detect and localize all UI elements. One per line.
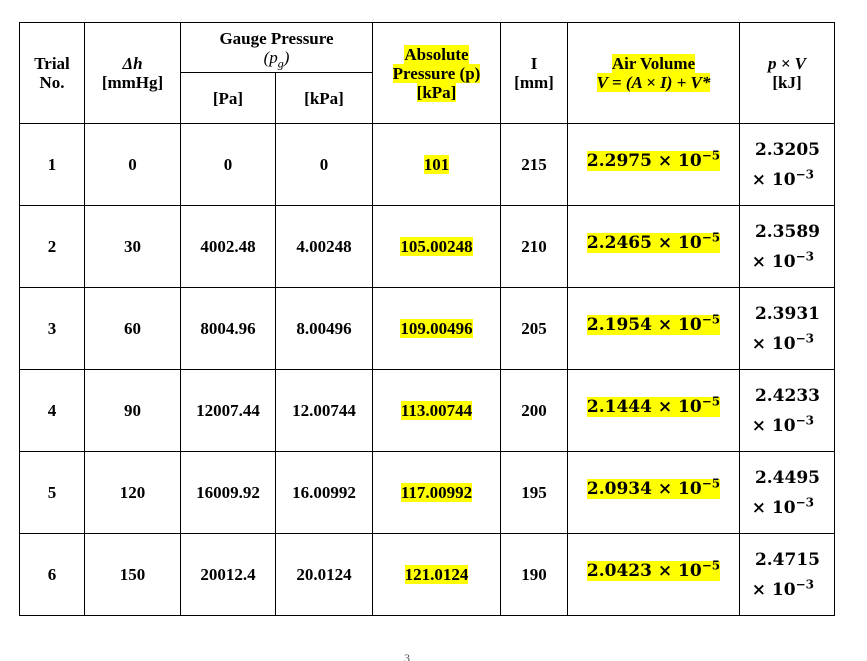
cell-gauge-pa: 12007.44: [181, 370, 276, 452]
cell-dh: 60: [85, 288, 181, 370]
table-row: [20, 370, 835, 452]
cell-trial: 3: [20, 288, 85, 370]
cell-air-volume: $2.0934 \times 10^{-5}$: [568, 452, 740, 534]
cell-dh: 0: [85, 124, 181, 206]
header-dh-unit: [mmHg]: [101, 73, 164, 92]
cell-gauge-pa: 0: [181, 124, 276, 206]
cell-absolute-pressure: 105.00248: [373, 206, 501, 288]
cell-absolute-pressure: 109.00496: [373, 288, 501, 370]
header-i-unit: [mm]: [514, 73, 554, 92]
header-pv-label: p × V: [767, 54, 807, 73]
header-abs-line1: Absolute: [404, 44, 469, 64]
cell-trial: 1: [20, 124, 85, 206]
header-gauge-kpa: [kPa]: [276, 73, 373, 124]
cell-gauge-kpa: 8.00496: [276, 288, 373, 370]
cell-trial: 6: [20, 534, 85, 616]
header-gauge-pressure: [181, 23, 373, 73]
cell-pv: 2.4233 × $10^{-3}$: [740, 370, 835, 452]
cell-pv: 2.3205 × $10^{-3}$: [740, 124, 835, 206]
cell-i: 195: [501, 452, 568, 534]
cell-dh: 90: [85, 370, 181, 452]
cell-gauge-kpa: 16.00992: [276, 452, 373, 534]
cell-i: 210: [501, 206, 568, 288]
cell-air-volume: $2.2975 \times 10^{-5}$: [568, 124, 740, 206]
cell-gauge-kpa: 12.00744: [276, 370, 373, 452]
cell-gauge-kpa: 4.00248: [276, 206, 373, 288]
table-body: [20, 124, 835, 616]
header-absolute-pressure: [373, 23, 501, 124]
header-gauge-pa: [Pa]: [181, 73, 276, 124]
header-abs-line3: [kPa]: [416, 82, 457, 102]
cell-i: 200: [501, 370, 568, 452]
cell-air-volume: $2.1444 \times 10^{-5}$: [568, 370, 740, 452]
header-gauge-symbol: $(p_g)$: [263, 47, 290, 70]
cell-gauge-pa: 20012.4: [181, 534, 276, 616]
cell-dh: 120: [85, 452, 181, 534]
header-air-volume: [568, 23, 740, 124]
table-row: [20, 534, 835, 616]
cell-trial: 5: [20, 452, 85, 534]
cell-dh: 30: [85, 206, 181, 288]
cell-trial: 4: [20, 370, 85, 452]
cell-pv: 2.4495 × $10^{-3}$: [740, 452, 835, 534]
header-i-label: I: [530, 54, 538, 73]
cell-absolute-pressure: 121.0124: [373, 534, 501, 616]
cell-air-volume: $2.1954 \times 10^{-5}$: [568, 288, 740, 370]
header-gauge-title: Gauge Pressure: [219, 28, 334, 48]
cell-air-volume: $2.0423 \times 10^{-5}$: [568, 534, 740, 616]
cell-absolute-pressure: 101: [373, 124, 501, 206]
cell-gauge-kpa: 0: [276, 124, 373, 206]
cell-dh: 150: [85, 534, 181, 616]
cell-i: 215: [501, 124, 568, 206]
header-dh: [85, 23, 181, 124]
header-abs-line2: Pressure (p): [392, 63, 481, 83]
cell-gauge-kpa: 20.0124: [276, 534, 373, 616]
results-table: [19, 22, 835, 616]
cell-air-volume: $2.2465 \times 10^{-5}$: [568, 206, 740, 288]
table-row: [20, 124, 835, 206]
header-pv: [740, 23, 835, 124]
header-pv-unit: [kJ]: [772, 73, 802, 92]
table-row: [20, 206, 835, 288]
header-trial: [20, 23, 85, 124]
header-trial-line2: No.: [39, 73, 65, 92]
cell-gauge-pa: 4002.48: [181, 206, 276, 288]
header-trial-line1: Trial: [34, 54, 70, 73]
header-i: [501, 23, 568, 124]
cell-trial: 2: [20, 206, 85, 288]
cell-pv: 2.3931 × $10^{-3}$: [740, 288, 835, 370]
cell-gauge-pa: 16009.92: [181, 452, 276, 534]
page-number: 3: [404, 651, 410, 661]
table-row: [20, 288, 835, 370]
cell-absolute-pressure: 113.00744: [373, 370, 501, 452]
header-vol-title: Air Volume: [611, 54, 696, 73]
cell-pv: 2.4715 × $10^{-3}$: [740, 534, 835, 616]
cell-gauge-pa: 8004.96: [181, 288, 276, 370]
cell-absolute-pressure: 117.00992: [373, 452, 501, 534]
cell-i: 205: [501, 288, 568, 370]
header-dh-symbol: Δh: [122, 54, 143, 73]
header-vol-formula: V = (A × I) + V*: [596, 73, 711, 92]
table-row: [20, 452, 835, 534]
cell-pv: 2.3589 × $10^{-3}$: [740, 206, 835, 288]
cell-i: 190: [501, 534, 568, 616]
